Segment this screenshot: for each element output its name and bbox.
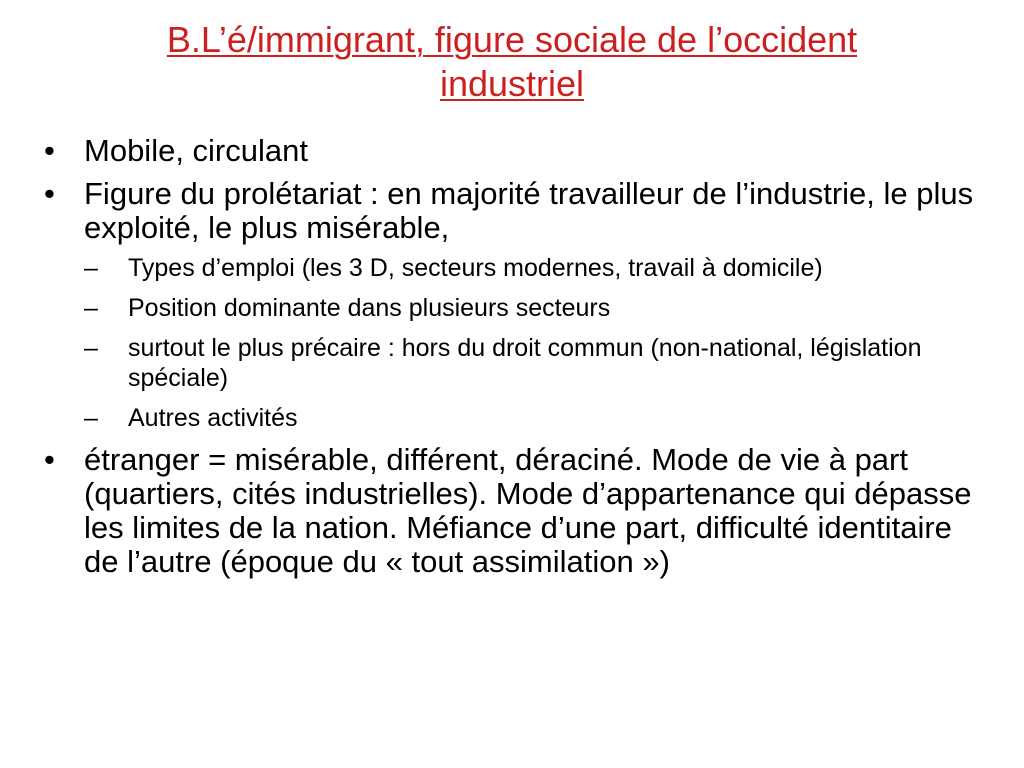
bullet-item [40, 134, 990, 168]
slide-title [60, 18, 964, 106]
slide-title-line1: B.L’é/immigrant, figure sociale de l’occident [166, 19, 858, 60]
sub-bullet-list [84, 253, 990, 433]
bullet-item [40, 443, 990, 579]
sub-bullet-text: surtout le plus précaire : hors du droit commun (non-national, législation spéciale) [128, 334, 922, 392]
sub-bullet-item [84, 253, 990, 283]
bullet-marker: • [44, 176, 55, 211]
bullet-list [40, 134, 990, 579]
bullet-marker: • [44, 133, 55, 168]
dash-marker: – [84, 404, 98, 432]
dash-marker: – [84, 254, 98, 282]
sub-bullet-item [84, 293, 990, 323]
dash-marker: – [84, 294, 98, 322]
slide-body [40, 134, 990, 588]
bullet-marker: • [44, 442, 55, 477]
sub-bullet-text: Position dominante dans plusieurs secteurs [128, 294, 611, 322]
sub-bullet-item [84, 403, 990, 433]
bullet-text: étranger = misérable, différent, déraciné. Mode de vie à part (quartiers, cités industrielles). Mode d’appartenance qui dépasse les limites de la nation. Méfiance d’une part, difficulté identitaire de l’autre (époque du « tout assimilation ») [84, 442, 972, 579]
slide-title-line2: industriel [439, 63, 585, 104]
sub-bullet-text: Autres activités [128, 404, 298, 432]
dash-marker: – [84, 334, 98, 362]
sub-bullet-item [84, 333, 990, 393]
bullet-item [40, 177, 990, 433]
bullet-text: Figure du prolétariat : en majorité travailleur de l’industrie, le plus exploité, le plus misérable, [84, 176, 974, 245]
bullet-text: Mobile, circulant [84, 133, 308, 168]
sub-bullet-text: Types d’emploi (les 3 D, secteurs modernes, travail à domicile) [128, 254, 823, 282]
